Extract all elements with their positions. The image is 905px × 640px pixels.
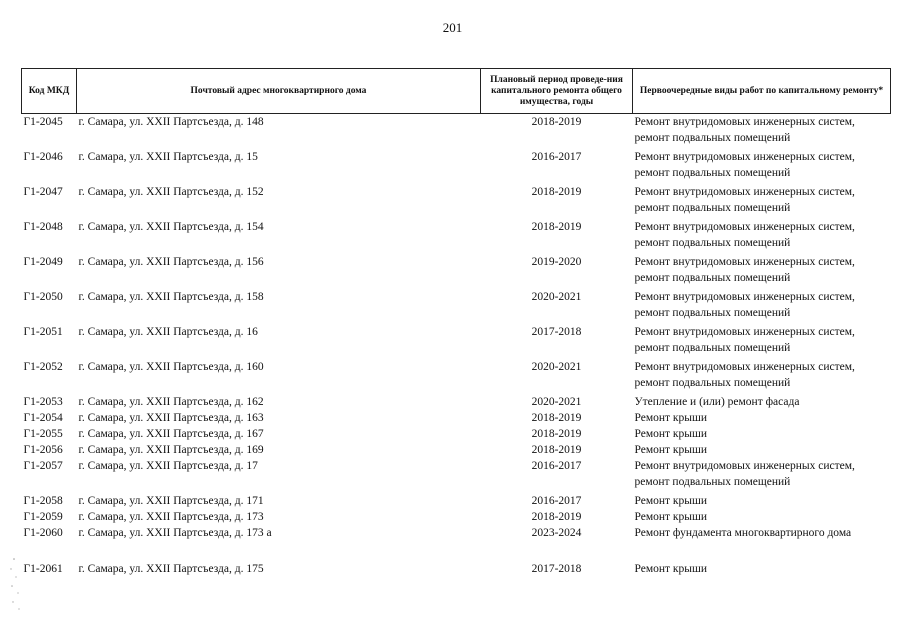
row-period: 2016-2017 xyxy=(531,151,582,163)
table-row xyxy=(22,410,891,426)
row-code: Г1-2047 xyxy=(23,186,63,198)
row-code: Г1-2045 xyxy=(23,116,63,128)
row-code: Г1-2053 xyxy=(23,396,63,408)
row-address: г. Самара, ул. XXII Партсъезда, д. 173 xyxy=(78,511,264,523)
row-period: 2018-2019 xyxy=(531,221,582,233)
row-code: Г1-2056 xyxy=(23,444,63,456)
row-period: 2018-2019 xyxy=(531,186,582,198)
table-row xyxy=(22,442,891,458)
header-works: Первоочередные виды работ по капитальному ремонту* xyxy=(633,69,891,114)
row-works: Ремонт внутридомовых инженерных систем, ремонт подвальных помещений xyxy=(634,256,855,284)
row-address: г. Самара, ул. XXII Партсъезда, д. 158 xyxy=(78,291,264,303)
row-address: г. Самара, ул. XXII Партсъезда, д. 173 а xyxy=(78,527,272,539)
row-code: Г1-2057 xyxy=(23,460,63,472)
row-address: г. Самара, ул. XXII Партсъезда, д. 167 xyxy=(78,428,264,440)
row-works: Утепление и (или) ремонт фасада xyxy=(634,396,800,408)
table-row xyxy=(22,509,891,525)
row-works: Ремонт внутридомовых инженерных систем, ремонт подвальных помещений xyxy=(634,326,855,354)
row-address: г. Самара, ул. XXII Партсъезда, д. 154 xyxy=(78,221,264,233)
row-code: Г1-2055 xyxy=(23,428,63,440)
table-row xyxy=(22,525,891,541)
table-row xyxy=(22,493,891,509)
row-code: Г1-2051 xyxy=(23,326,63,338)
row-works: Ремонт внутридомовых инженерных систем, ремонт подвальных помещений xyxy=(634,186,855,214)
row-code: Г1-2050 xyxy=(23,291,63,303)
row-address: г. Самара, ул. XXII Партсъезда, д. 169 xyxy=(78,444,264,456)
row-period: 2018-2019 xyxy=(531,412,582,424)
row-period: 2019-2020 xyxy=(531,256,582,268)
row-address: г. Самара, ул. XXII Партсъезда, д. 171 xyxy=(78,495,264,507)
row-period: 2020-2021 xyxy=(531,291,582,303)
row-address: г. Самара, ул. XXII Партсъезда, д. 156 xyxy=(78,256,264,268)
table-row xyxy=(22,289,891,321)
row-period: 2020-2021 xyxy=(531,396,582,408)
row-period: 2018-2019 xyxy=(531,116,582,128)
row-code: Г1-2052 xyxy=(23,361,63,373)
row-code: Г1-2049 xyxy=(23,256,63,268)
table-row xyxy=(22,394,891,410)
row-address: г. Самара, ул. XXII Партсъезда, д. 148 xyxy=(78,116,264,128)
row-works: Ремонт крыши xyxy=(634,412,708,424)
row-period: 2018-2019 xyxy=(531,511,582,523)
row-period: 2017-2018 xyxy=(531,326,582,338)
table-header-row xyxy=(22,69,891,114)
row-works: Ремонт крыши xyxy=(634,444,708,456)
table-row xyxy=(22,561,891,577)
row-address: г. Самара, ул. XXII Партсъезда, д. 152 xyxy=(78,186,264,198)
row-works: Ремонт фундамента многоквартирного дома xyxy=(634,527,852,539)
row-address: г. Самара, ул. XXII Партсъезда, д. 15 xyxy=(78,151,258,163)
header-period: Плановый период проведе-ния капитального ремонта общего имущества, годы xyxy=(481,69,633,114)
row-works: Ремонт внутридомовых инженерных систем, ремонт подвальных помещений xyxy=(634,291,855,319)
row-period: 2017-2018 xyxy=(531,563,582,575)
row-code: Г1-2060 xyxy=(23,527,63,539)
table-row xyxy=(22,324,891,356)
table-row xyxy=(22,254,891,286)
row-period: 2023-2024 xyxy=(531,527,582,539)
page-number: 201 xyxy=(442,20,463,35)
row-works: Ремонт крыши xyxy=(634,563,708,575)
row-code: Г1-2054 xyxy=(23,412,63,424)
header-code: Код МКД xyxy=(22,69,77,114)
row-works: Ремонт крыши xyxy=(634,428,708,440)
row-works: Ремонт внутридомовых инженерных систем, ремонт подвальных помещений xyxy=(634,116,855,144)
row-works: Ремонт крыши xyxy=(634,495,708,507)
table-row xyxy=(22,458,891,490)
table-row xyxy=(22,114,891,147)
row-code: Г1-2059 xyxy=(23,511,63,523)
row-address: г. Самара, ул. XXII Партсъезда, д. 163 xyxy=(78,412,264,424)
table-row xyxy=(22,426,891,442)
row-code: Г1-2046 xyxy=(23,151,63,163)
row-address: г. Самара, ул. XXII Партсъезда, д. 160 xyxy=(78,361,264,373)
row-period: 2020-2021 xyxy=(531,361,582,373)
row-code: Г1-2061 xyxy=(23,563,63,575)
table-row xyxy=(22,184,891,216)
row-works: Ремонт внутридомовых инженерных систем, ремонт подвальных помещений xyxy=(634,151,855,179)
row-works: Ремонт внутридомовых инженерных систем, ремонт подвальных помещений xyxy=(634,460,855,488)
row-period: 2016-2017 xyxy=(531,460,582,472)
table-row xyxy=(22,359,891,391)
row-works: Ремонт внутридомовых инженерных систем, ремонт подвальных помещений xyxy=(634,221,855,249)
row-works: Ремонт внутридомовых инженерных систем, ремонт подвальных помещений xyxy=(634,361,855,389)
row-address: г. Самара, ул. XXII Партсъезда, д. 175 xyxy=(78,563,264,575)
row-period: 2018-2019 xyxy=(531,444,582,456)
row-code: Г1-2048 xyxy=(23,221,63,233)
table-row xyxy=(22,149,891,181)
header-address: Почтовый адрес многоквартирного дома xyxy=(77,69,481,114)
capital-repair-table xyxy=(21,68,891,577)
table-row xyxy=(22,219,891,251)
row-works: Ремонт крыши xyxy=(634,511,708,523)
row-period: 2016-2017 xyxy=(531,495,582,507)
row-address: г. Самара, ул. XXII Партсъезда, д. 17 xyxy=(78,460,258,472)
row-address: г. Самара, ул. XXII Партсъезда, д. 162 xyxy=(78,396,264,408)
row-period: 2018-2019 xyxy=(531,428,582,440)
row-code: Г1-2058 xyxy=(23,495,63,507)
scan-specks xyxy=(6,555,26,615)
row-address: г. Самара, ул. XXII Партсъезда, д. 16 xyxy=(78,326,258,338)
